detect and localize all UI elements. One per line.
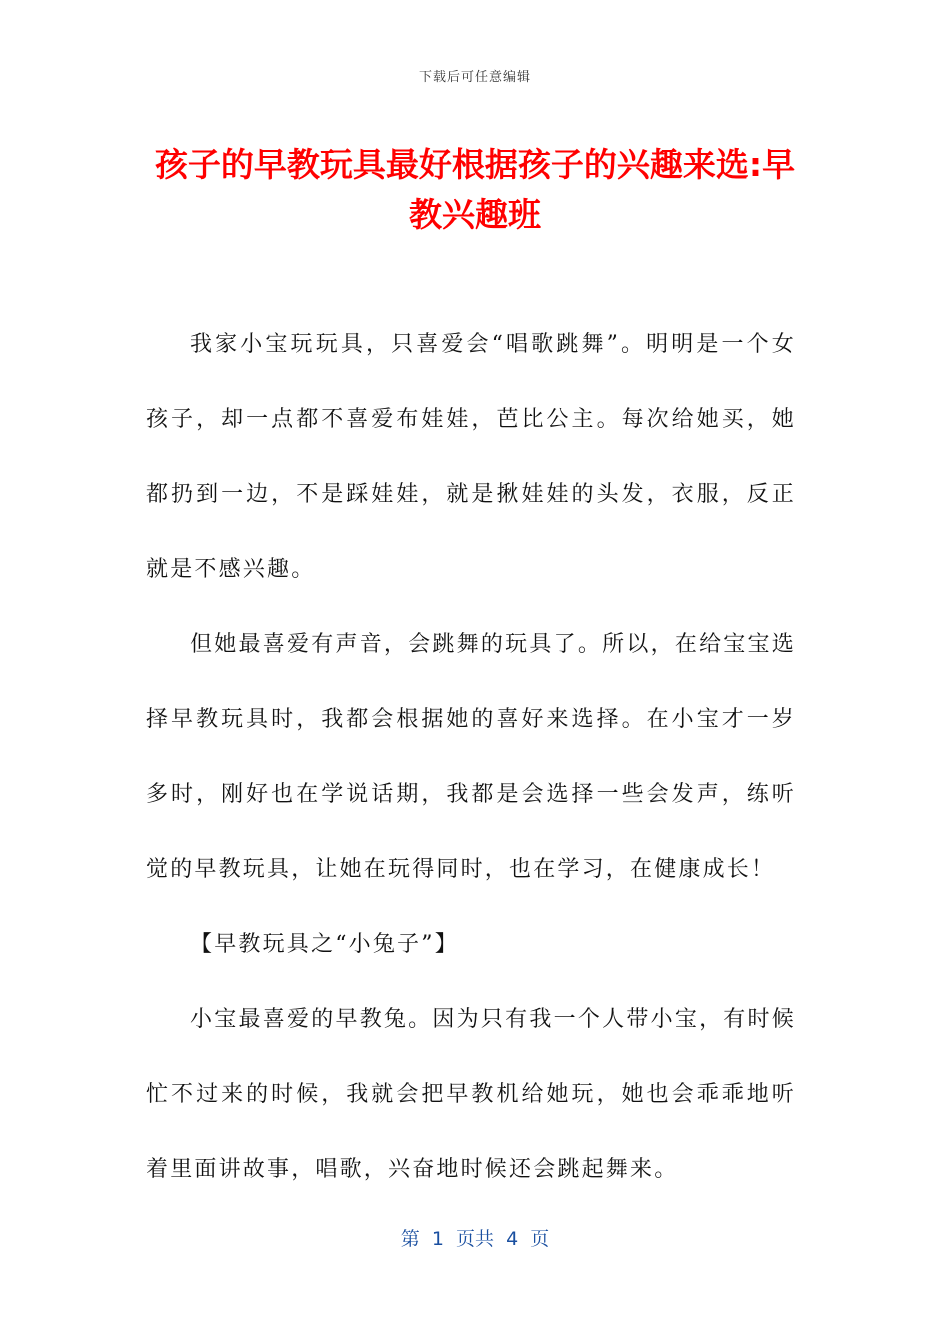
paragraph: 但她最喜爱有声音，会跳舞的玩具了。所以，在给宝宝选择早教玩具时，我都会根据她的喜好来选择。在小宝才一岁多时，刚好也在学说话期，我都是会选择一些会发声，练听觉的早教玩具，让她在玩得同时，也在学习，在健康成长！ [146,632,796,882]
paragraph: 小宝最喜爱的早教兔。因为只有我一个人带小宝，有时候忙不过来的时候，我就会把早教机给她玩，她也会乖乖地听着里面讲故事，唱歌，兴奋地时候还会跳起舞来。 [146,1007,796,1182]
header-note: 下载后可任意编辑 [418,70,531,85]
section-heading: 【早教玩具之“小兔子”】 [190,932,459,957]
document-body [146,307,796,1207]
page-number-footer: 第 1 页共 4 页 [400,1228,550,1250]
document-title: 孩子的早教玩具最好根据孩子的兴趣来选:早教兴趣班 [154,145,796,234]
paragraph: 我家小宝玩玩具，只喜爱会“唱歌跳舞”。明明是一个女孩子，却一点都不喜爱布娃娃，芭比公主。每次给她买，她都扔到一边，不是踩娃娃，就是揪娃娃的头发，衣服，反正就是不感兴趣。 [146,332,796,582]
